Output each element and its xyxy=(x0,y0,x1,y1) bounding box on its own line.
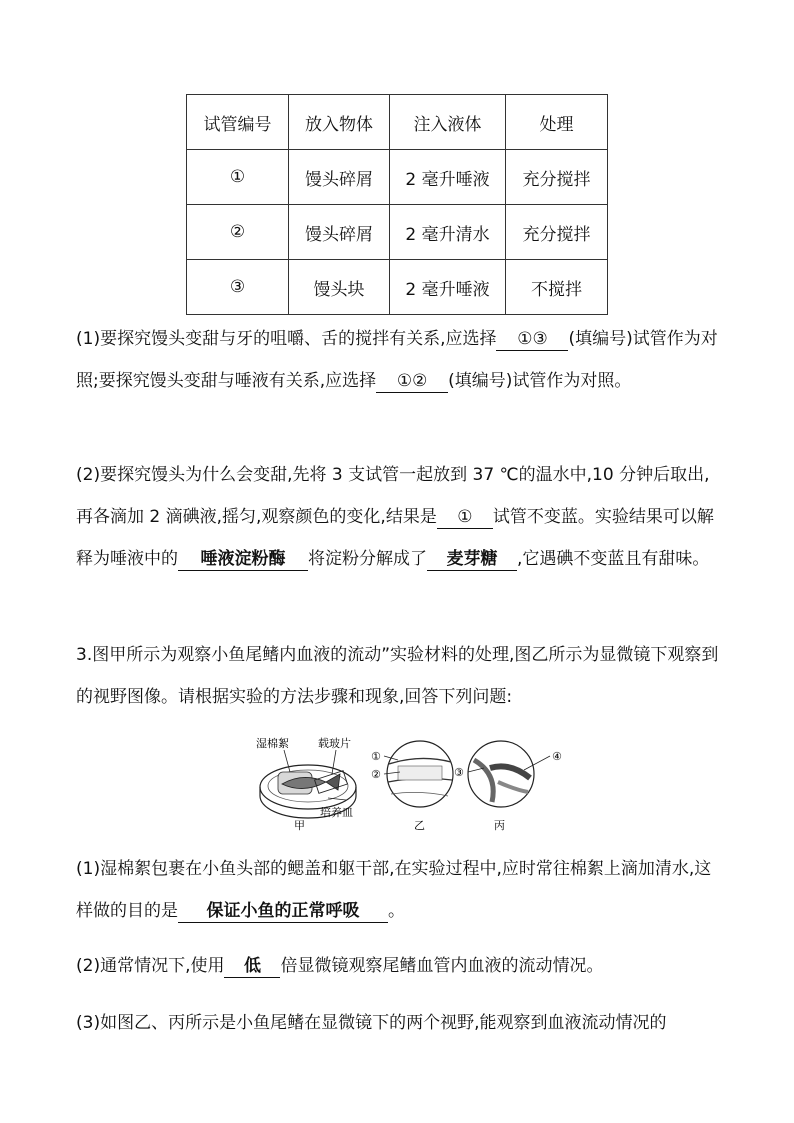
question-text: 试管不变蓝。实验结果可以解释为唾液中的 xyxy=(76,507,714,569)
question-text: (1)要探究馒头变甜与牙的咀嚼、舌的搅拌有关系,应选择 xyxy=(76,329,497,349)
table-cell: 馒头块 xyxy=(289,260,390,315)
question-text: 将淀粉分解成了 xyxy=(308,549,427,569)
question-2 xyxy=(76,454,726,580)
question-text: (填编号)试管作为对照。 xyxy=(448,371,632,391)
answer-blank: ①③ xyxy=(496,328,568,351)
table-header-cell: 处理 xyxy=(506,95,608,150)
marker-4: ④ xyxy=(552,750,562,763)
question-3-2 xyxy=(76,945,726,987)
experiment-figure xyxy=(248,732,578,832)
question-text: (3)如图乙、丙所示是小鱼尾鳍在显微镜下的两个视野,能观察到血液流动情况的 xyxy=(76,1013,667,1033)
figure-bing xyxy=(454,741,562,832)
question-text: 。 xyxy=(388,901,405,921)
table-header-cell: 放入物体 xyxy=(289,95,390,150)
answer-blank: 保证小鱼的正常呼吸 xyxy=(178,900,388,923)
figure-yi xyxy=(371,741,453,832)
marker-3: ③ xyxy=(454,766,464,779)
table-header-cell: 注入液体 xyxy=(390,95,506,150)
table-cell: 不搅拌 xyxy=(506,260,608,315)
table-row xyxy=(187,205,608,260)
table-cell: 2 毫升唾液 xyxy=(390,150,506,205)
table-cell: ③ xyxy=(187,260,289,315)
caption-jia: 甲 xyxy=(294,819,305,832)
vessel-band xyxy=(398,766,442,780)
answer-blank: ① xyxy=(437,506,493,529)
table-header-cell: 试管编号 xyxy=(187,95,289,150)
table-cell: ① xyxy=(187,150,289,205)
question-text: 倍显微镜观察尾鳍血管内血液的流动情况。 xyxy=(280,956,604,976)
question-3-intro: 3.图甲所示为观察小鱼尾鳍内血液的流动”实验材料的处理,图乙所示为显微镜下观察到的视野图像。请根据实验的方法步骤和现象,回答下列问题: xyxy=(76,645,719,707)
marker-2: ② xyxy=(371,768,381,781)
figure-jia xyxy=(256,736,356,832)
table-cell: 馒头碎屑 xyxy=(289,205,390,260)
question-text: (2)要探究馒头为什么会变甜,先将 3 支试管一起放到 37 ℃的温水中,10 分钟后取出,再各滴加 2 滴碘液,摇匀,观察颜色的变化,结果是 xyxy=(76,465,710,527)
table-cell: 馒头碎屑 xyxy=(289,150,390,205)
caption-yi: 乙 xyxy=(414,819,425,832)
answer-blank: 麦芽糖 xyxy=(427,548,517,571)
label-cotton: 湿棉絮 xyxy=(256,737,289,750)
question-text: (2)通常情况下,使用 xyxy=(76,956,225,976)
question-text: (1)湿棉絮包裹在小鱼头部的鳃盖和躯干部,在实验过程中,应时常往棉絮上滴加清水,这样做的目的是 xyxy=(76,859,712,921)
answer-blank: 唾液淀粉酶 xyxy=(178,548,308,571)
label-slide: 载玻片 xyxy=(318,737,351,750)
table-cell: 2 毫升清水 xyxy=(390,205,506,260)
table-header-row xyxy=(187,95,608,150)
table-row xyxy=(187,150,608,205)
table-cell: ② xyxy=(187,205,289,260)
experiment-table xyxy=(186,94,608,315)
answer-blank: ①② xyxy=(376,370,448,393)
question-text: (填编号)试管作为对照;要探究馒头变甜与唾液有关系,应选择 xyxy=(76,329,718,391)
marker-1: ① xyxy=(371,750,381,763)
label-dish: 培养皿 xyxy=(320,806,353,819)
table-row xyxy=(187,260,608,315)
answer-blank: 低 xyxy=(224,955,280,978)
caption-bing: 丙 xyxy=(494,819,505,832)
table-cell: 充分搅拌 xyxy=(506,150,608,205)
question-1 xyxy=(76,318,726,402)
table-cell: 充分搅拌 xyxy=(506,205,608,260)
question-3-1 xyxy=(76,848,726,932)
question-text: ,它遇碘不变蓝且有甜味。 xyxy=(517,549,710,569)
table-cell: 2 毫升唾液 xyxy=(390,260,506,315)
question-3-3 xyxy=(76,1002,726,1044)
